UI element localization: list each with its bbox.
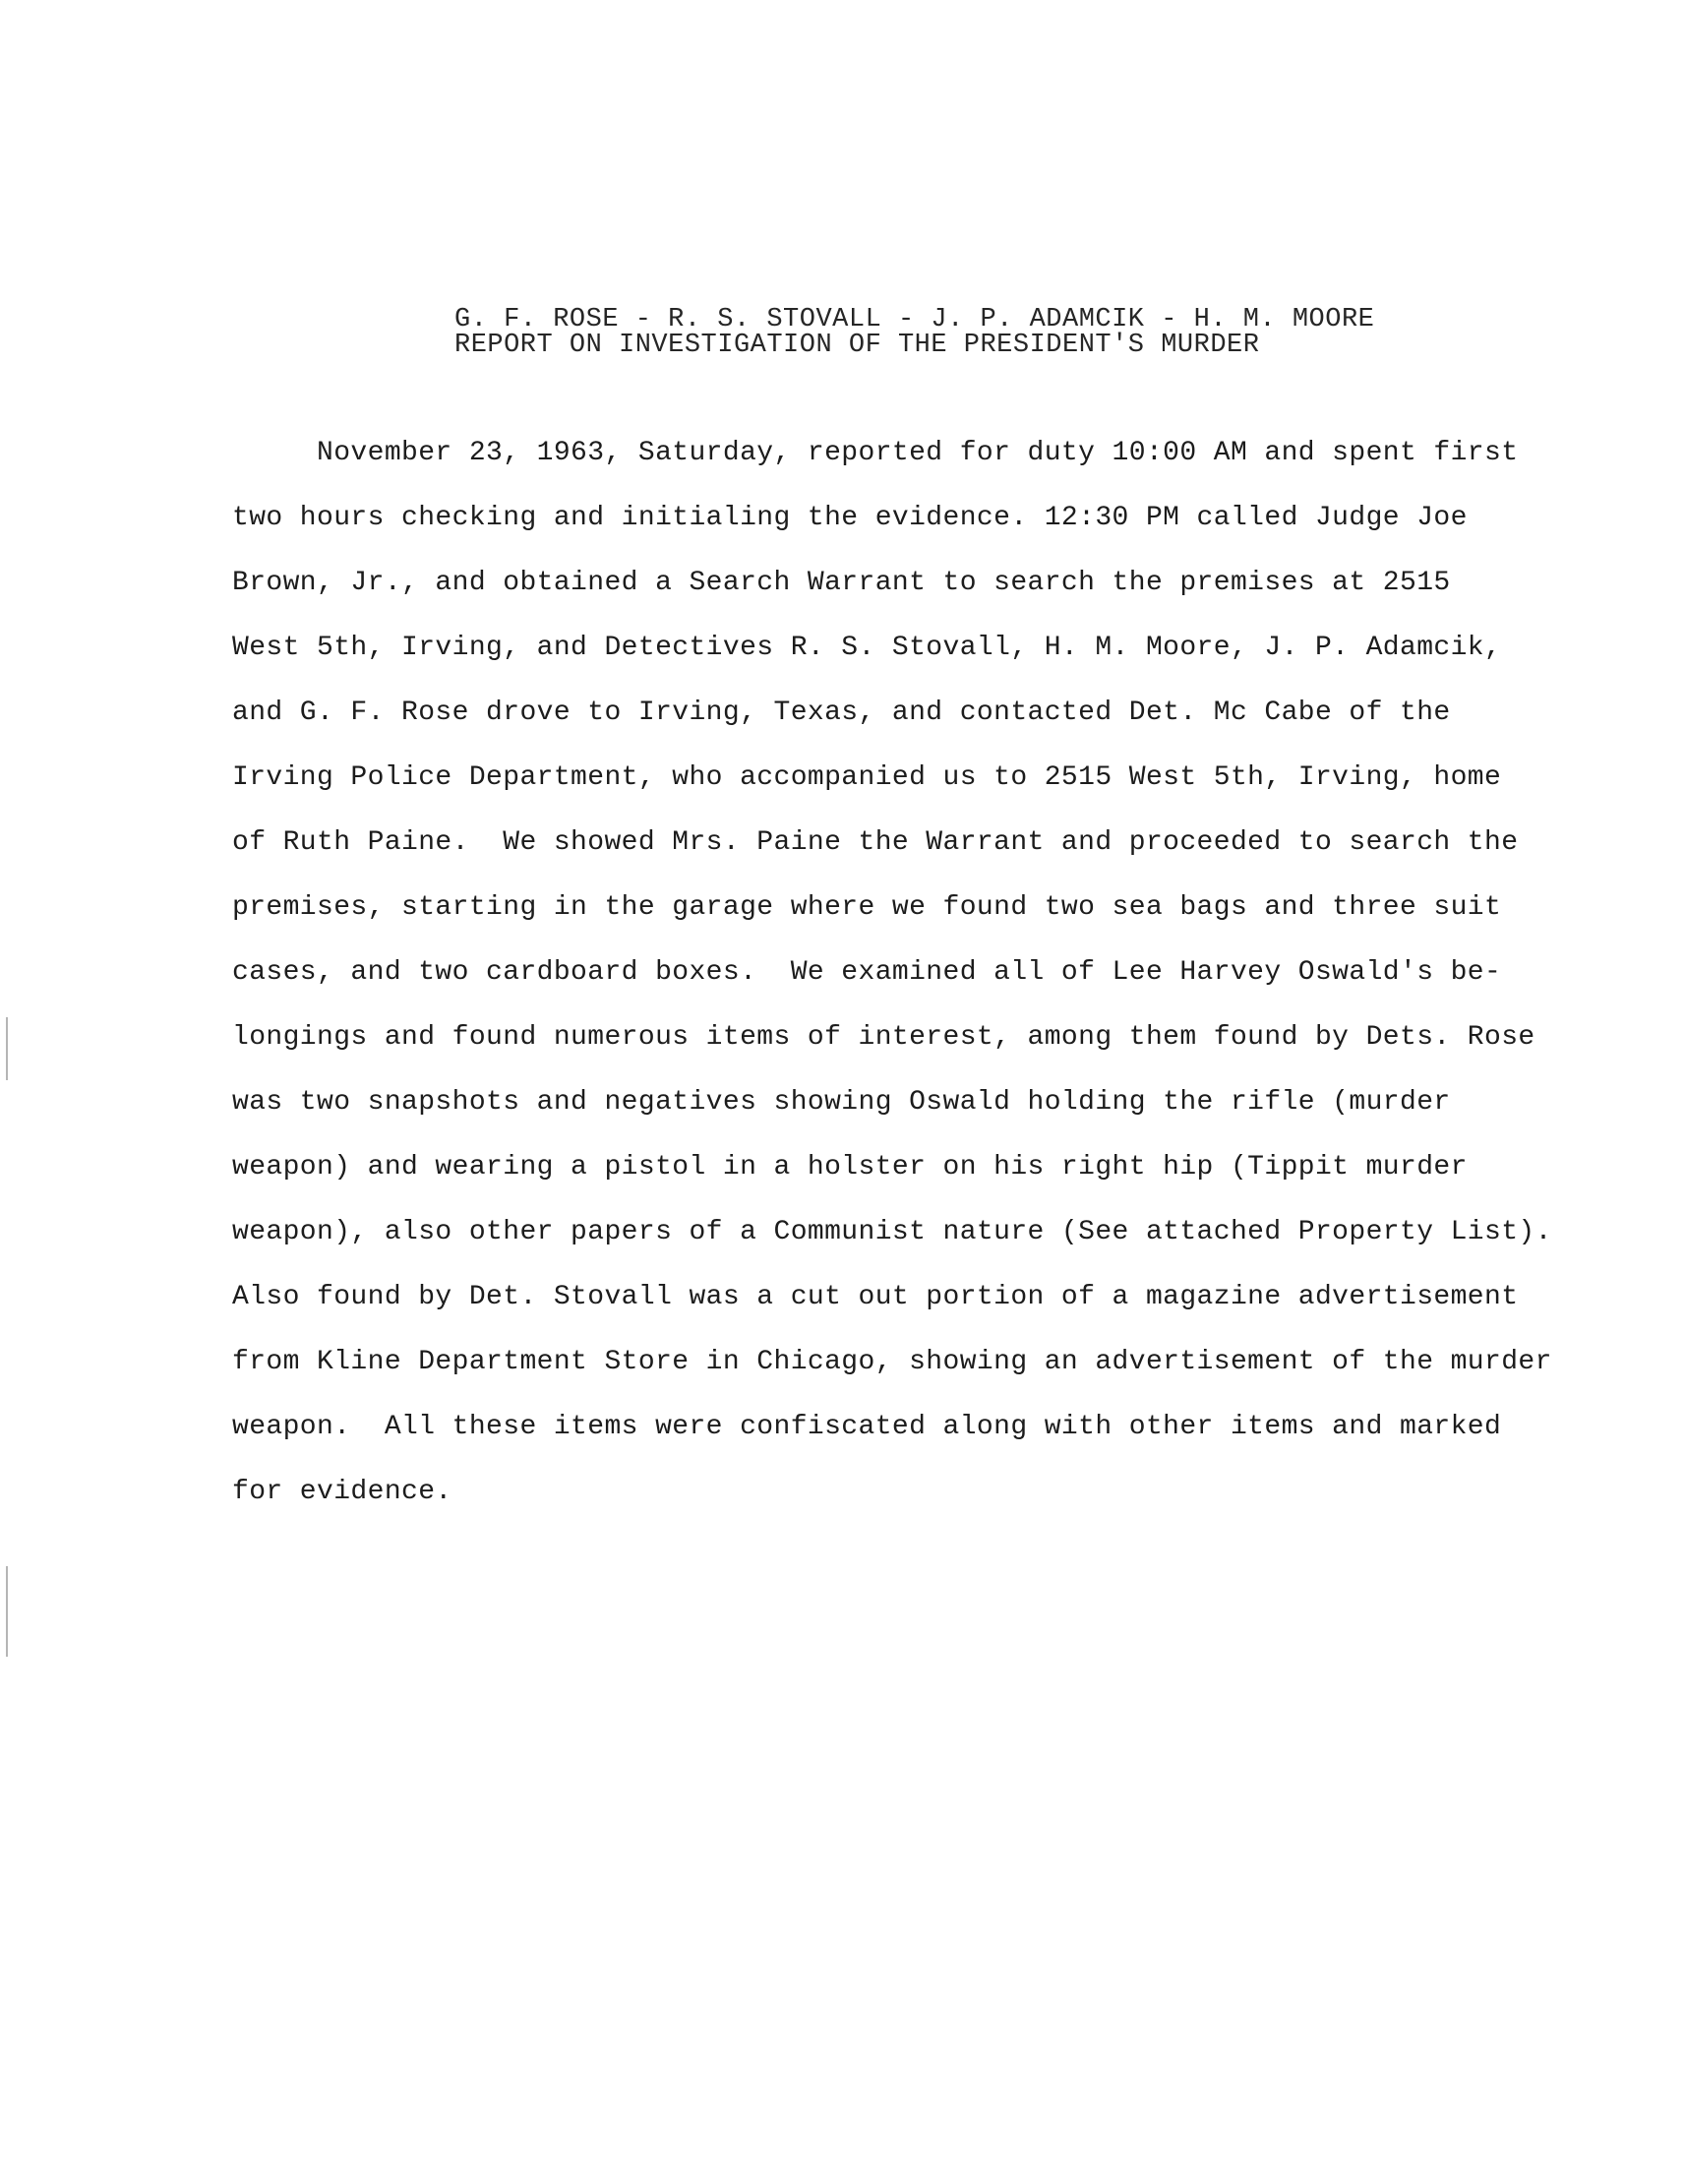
body-line: premises, starting in the garage where we found two sea bags and three suit <box>232 892 1502 923</box>
report-title-line: REPORT ON INVESTIGATION OF THE PRESIDENT'S MURDER <box>454 331 1260 360</box>
body-line: from Kline Department Store in Chicago, showing an advertisement of the murder <box>232 1347 1552 1377</box>
body-line: was two snapshots and negatives showing Oswald holding the rifle (murder <box>232 1087 1451 1118</box>
body-line: longings and found numerous items of interest, among them found by Dets. Rose <box>232 1022 1535 1053</box>
report-body <box>232 421 1552 1525</box>
detectives-names-line: G. F. ROSE - R. S. STOVALL - J. P. ADAMCIK - H. M. MOORE <box>454 305 1375 334</box>
body-line: Also found by Det. Stovall was a cut out portion of a magazine advertisement <box>232 1282 1519 1312</box>
body-line: West 5th, Irving, and Detectives R. S. Stovall, H. M. Moore, J. P. Adamcik, <box>232 633 1502 663</box>
body-line: November 23, 1963, Saturday, reported for duty 10:00 AM and spent first <box>232 438 1519 468</box>
report-header <box>454 307 1379 358</box>
body-line: for evidence. <box>232 1477 452 1507</box>
body-line: weapon) and wearing a pistol in a holster on his right hip (Tippit murder <box>232 1152 1468 1183</box>
scan-margin-mark <box>6 1017 8 1080</box>
body-line: two hours checking and initialing the evidence. 12:30 PM called Judge Joe <box>232 503 1468 533</box>
body-line: of Ruth Paine. We showed Mrs. Paine the Warrant and proceeded to search the <box>232 827 1519 858</box>
body-line: weapon), also other papers of a Communist nature (See attached Property List). <box>232 1217 1552 1247</box>
body-line: Irving Police Department, who accompanied us to 2515 West 5th, Irving, home <box>232 762 1502 793</box>
body-line: weapon. All these items were confiscated along with other items and marked <box>232 1412 1502 1442</box>
body-line: cases, and two cardboard boxes. We examined all of Lee Harvey Oswald's be- <box>232 957 1502 988</box>
scan-margin-mark <box>6 1566 8 1657</box>
body-line: and G. F. Rose drove to Irving, Texas, and contacted Det. Mc Cabe of the <box>232 698 1451 728</box>
body-line: Brown, Jr., and obtained a Search Warrant to search the premises at 2515 <box>232 568 1451 598</box>
